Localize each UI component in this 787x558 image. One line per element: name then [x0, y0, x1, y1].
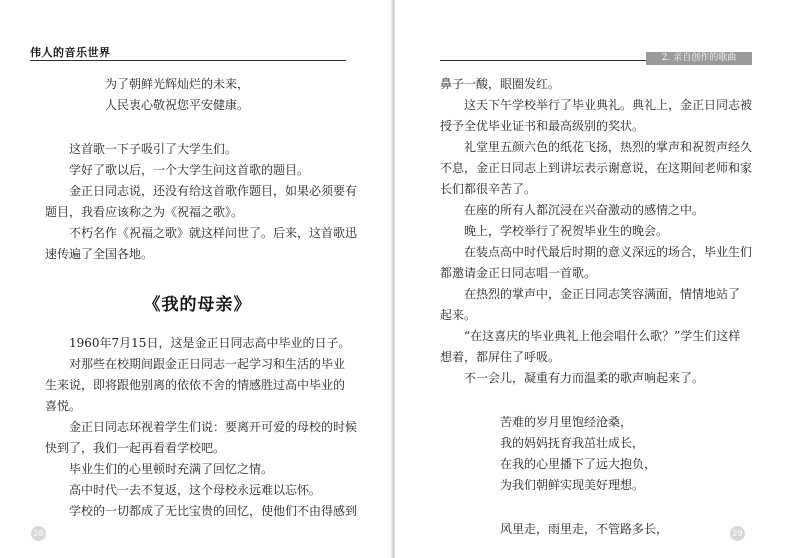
- poem-line: 风里走，雨里走，不管路多长，: [500, 522, 669, 536]
- poem-line: 在我的心里播下了远大抱负，: [500, 457, 657, 471]
- paragraph-line: 学校的一切都成了无比宝贵的回忆，使他们不由得感到: [69, 504, 358, 518]
- page-number: 29: [730, 526, 745, 541]
- header-rule: [30, 60, 346, 61]
- paragraph-line: 都邀请金正日同志唱一首歌。: [440, 266, 597, 280]
- poem-line: 苦难的岁月里饱经沧桑，: [500, 415, 633, 429]
- paragraph-line: 学好了歌以后，一个大学生问这首歌的题目。: [69, 163, 310, 177]
- paragraph-line: 毕业生们的心里顿时充满了回忆之情。: [69, 462, 274, 476]
- section-gap: [45, 265, 350, 285]
- stanza-gap: [440, 389, 755, 412]
- paragraph-line: 在热烈的掌声中，金正日同志笑容满面，情情地站了: [464, 287, 741, 301]
- paragraph-line: 高中时代一去不复返，这个母校永远难以忘怀。: [69, 483, 322, 497]
- paragraph-line: 在装点高中时代最后时期的意义深远的场合，毕业生们: [464, 245, 753, 259]
- paragraph-line: 起来。: [440, 308, 477, 322]
- paragraph-line: 速传遍了全国各地。: [45, 247, 154, 261]
- paragraph-line: 晚上，学校举行了祝贺毕业生的晚会。: [464, 224, 669, 238]
- stanza-gap: [440, 496, 755, 519]
- paragraph-line: 礼堂里五颜六色的纸花飞扬，热烈的掌声和祝贺声经久: [464, 140, 753, 154]
- paragraph-line: 这天下午学校举行了毕业典礼。典礼上，金正日同志被: [464, 98, 753, 112]
- left-page-body: [45, 74, 358, 522]
- paragraph-line: 不一会儿，凝重有力而温柔的歌声响起来了。: [464, 371, 705, 385]
- paragraph-line: 这首歌一下子吸引了大学生们。: [69, 142, 238, 156]
- chapter-tab: 2. 亲自创作的歌曲: [646, 52, 752, 65]
- paragraph-line: 长们都很辛苦了。: [440, 182, 537, 196]
- poem-line: 我的妈妈抚育我茁壮成长，: [500, 436, 645, 450]
- right-page-body: [440, 74, 755, 540]
- right-page: [395, 0, 787, 558]
- stanza-gap: [45, 116, 350, 139]
- paragraph-line: 在座的所有人都沉浸在兴奋激动的感情之中。: [464, 203, 705, 217]
- poem-line: 为我们朝鲜实现美好理想。: [500, 478, 645, 492]
- running-header: 伟人的音乐世界: [30, 46, 111, 59]
- paragraph-line: 快到了，我们一起再看看学校吧。: [45, 441, 226, 455]
- poem-line: 为了朝鲜光辉灿烂的未来，: [105, 77, 250, 91]
- paragraph-line: 生来说，即将跟他别离的依依不舍的情感胜过高中毕业的: [45, 378, 346, 392]
- paragraph-line: 想着，都屏住了呼吸。: [440, 350, 561, 364]
- paragraph-line: 授予全优毕业证书和最高级别的奖状。: [440, 119, 645, 133]
- paragraph-line: 不朽名作《祝福之歌》就这样问世了。后来，这首歌迅: [69, 226, 358, 240]
- poem-line: 人民衷心敬祝您平安健康。: [105, 98, 250, 112]
- paragraph-line: 不息，金正日同志上到讲坛表示谢意说，在这期间老师和家: [440, 161, 753, 175]
- left-page: [0, 0, 392, 558]
- paragraph-line: 鼻子一酸，眼圈发红。: [440, 77, 561, 91]
- paragraph-line: 喜悦。: [45, 399, 82, 413]
- paragraph-line: 对那些在校期间跟金正日同志一起学习和生活的毕业: [69, 357, 346, 371]
- section-title: 《我的母亲》: [143, 295, 252, 315]
- paragraph-line: 金正日同志说，还没有给这首歌作题目，如果必须要有: [69, 184, 358, 198]
- paragraph-line: 题目，我看应该称之为《祝福之歌》。: [45, 205, 244, 219]
- paragraph-line: 金正日同志环视着学生们说：要离开可爱的母校的时候: [69, 420, 358, 434]
- paragraph-line: “在这喜庆的毕业典礼上他会唱什么歌？”学生们这样: [464, 329, 741, 343]
- header-rule: [440, 60, 646, 61]
- paragraph-line: 1960年7月15日，这是金正日同志高中毕业的日子。: [69, 336, 351, 350]
- section-gap: [45, 325, 350, 333]
- page-number: 28: [31, 526, 46, 541]
